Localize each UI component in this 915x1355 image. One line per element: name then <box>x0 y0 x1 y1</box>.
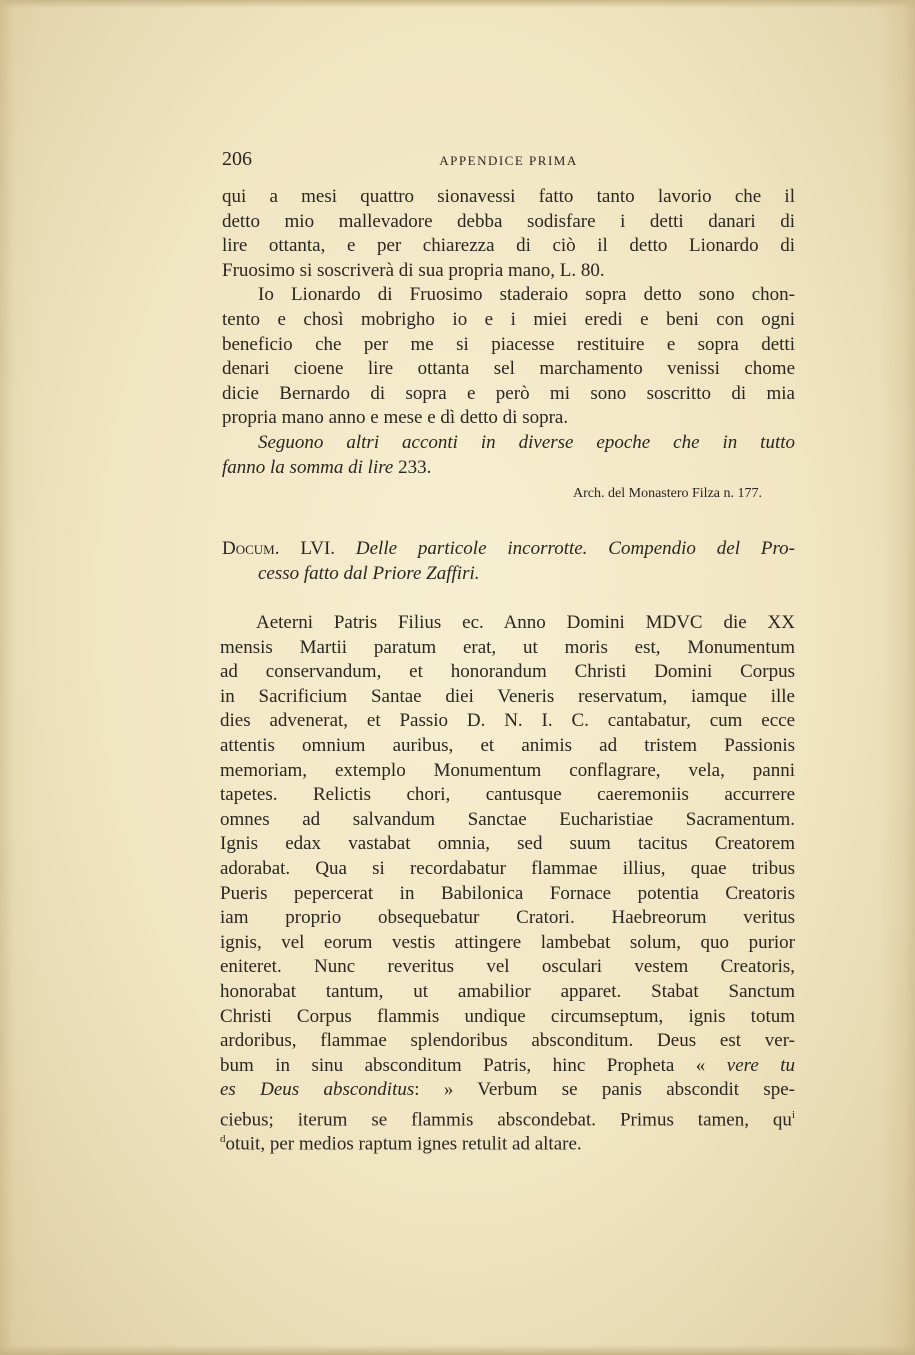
text-line <box>220 980 795 1005</box>
text-segment: Fruosimo si soscriverà di sua propria mano, L. 80. <box>222 259 605 281</box>
text-segment: Pueris pepercerat in Babilonica Fornace potentia Creatoris <box>220 882 795 904</box>
letter-text <box>222 185 795 480</box>
text-line <box>222 562 795 587</box>
text-segment: memoriam, extemplo Monumentum conflagrare, vela, panni <box>220 759 795 781</box>
text-line <box>220 734 795 759</box>
text-segment: detto mio mallevadore debba sodisfare i detti danari di <box>222 210 795 232</box>
italic-text: Delle particole incorrotte. Compendio del Pro- <box>355 538 795 559</box>
text-segment: : » Verbum se panis abscondit spe- <box>414 1079 796 1101</box>
page-edge-bottom <box>0 1345 915 1355</box>
text-segment: honorabat tantum, ut amabilior apparet. Stabat Sanctum <box>220 980 795 1002</box>
text-segment: Aeterni Patris Filius ec. Anno Domini MDVC die XX <box>256 612 795 633</box>
text-segment: ardoribus, flammae splendoribus absconditum. Deus est ver- <box>220 1030 795 1052</box>
italic-text: fanno la somma di lire <box>222 456 399 478</box>
text-segment: ciebus; iterum se flammis abscondebat. Primus tamen, qu <box>220 1109 792 1131</box>
text-line <box>220 906 795 931</box>
text-segment: dicie Bernardo di sopra e però mi sono soscritto di mia <box>222 382 795 404</box>
italic-text: Seguono altri acconti in diverse epoche che in tutto <box>258 431 795 453</box>
text-line <box>220 759 795 784</box>
text-segment: d <box>220 1133 226 1146</box>
text-line <box>222 537 795 562</box>
text-line <box>220 882 795 907</box>
text-line <box>220 955 795 980</box>
text-segment: lire ottanta, e per chiarezza di ciò il detto Lionardo di <box>222 235 795 257</box>
text-line <box>220 611 795 636</box>
text-segment: dies advenerat, et Passio D. N. I. C. cantabatur, cum ecce <box>220 710 795 732</box>
text-segment: tapetes. Relictis chori, cantusque caeremoniis accurrere <box>220 784 795 806</box>
text-line <box>222 283 795 308</box>
text-segment: tento e chosì mobrigho io e i miei eredi e beni con ogni <box>222 308 795 330</box>
text-line <box>220 660 795 685</box>
text-line <box>222 234 795 259</box>
document-body <box>220 611 796 1155</box>
text-segment: Christi Corpus flammis undique circumseptum, ignis totum <box>220 1005 795 1027</box>
text-segment: attentis omnium auribus, et animis ad tristem Passionis <box>220 734 795 756</box>
text-segment: mensis Martii paratum erat, ut moris est, Monumentum <box>220 636 795 658</box>
text-segment: ignis, vel eorum vestis attingere lambebat solum, quo purior <box>220 931 795 953</box>
archive-source: Arch. del Monastero Filza n. 177. <box>573 486 762 501</box>
text-segment: 233. <box>398 456 432 478</box>
text-segment: beneficio che per me si piacesse restituire e sopra detti <box>222 333 795 355</box>
text-segment: eniteret. Nunc reveritus vel osculari vestem Creatoris, <box>220 956 795 978</box>
text-line <box>222 333 795 358</box>
text-line <box>220 1054 795 1079</box>
text-line <box>222 357 795 382</box>
text-line <box>222 456 795 481</box>
text-line <box>222 259 795 284</box>
text-segment: bum in sinu absconditum Patris, hinc Propheta « <box>220 1054 727 1076</box>
italic-text: cesso fatto dal Priore Zaffiri. <box>258 562 480 584</box>
text-segment: ad conservandum, et honorandum Christi Domini Corpus <box>220 661 795 683</box>
text-line <box>220 1103 795 1131</box>
text-segment: otuit, per medios raptum ignes retulit ad altare. <box>225 1133 582 1155</box>
text-line <box>222 210 795 235</box>
text-segment: qui a mesi quattro sionavessi fatto tanto lavorio che il <box>222 186 795 207</box>
page-edge-top <box>0 0 915 8</box>
page-number: 206 <box>222 148 252 170</box>
text-line <box>220 783 795 808</box>
text-segment: i <box>791 1108 795 1121</box>
text-line <box>220 808 795 833</box>
text-line <box>222 382 795 407</box>
document-heading <box>222 537 795 586</box>
text-segment: denari cioene lire ottanta sel marchamento venissi chome <box>222 358 795 380</box>
text-segment: Ignis edax vastabat omnia, sed suum tacitus Creatorem <box>220 833 795 855</box>
text-line <box>222 308 795 333</box>
text-line <box>222 185 795 210</box>
text-line <box>220 832 795 857</box>
text-line <box>220 1005 795 1030</box>
text-line <box>220 1078 795 1103</box>
text-segment: Io Lionardo di Fruosimo staderaio sopra detto sono chon- <box>258 284 795 306</box>
text-line <box>220 636 795 661</box>
text-line <box>220 1029 795 1054</box>
text-segment: iam proprio obsequebatur Cratori. Haebreorum veritus <box>220 907 795 929</box>
text-segment: in Sacrificium Santae diei Veneris reservatum, iamque ille <box>220 685 795 707</box>
text-segment: LVI. <box>279 538 356 559</box>
italic-text: es Deus absconditus <box>220 1079 415 1101</box>
page-header <box>222 148 795 176</box>
text-line <box>222 431 795 456</box>
text-segment: Docum. <box>222 538 280 559</box>
text-line <box>222 406 795 431</box>
text-segment: propria mano anno e mese e dì detto di sopra. <box>222 407 569 429</box>
text-segment: omnes ad salvandum Sanctae Eucharistiae Sacramentum. <box>220 808 795 830</box>
text-segment: adorabat. Qua si recordabatur flammae illius, quae tribus <box>220 857 795 879</box>
text-line <box>220 931 795 956</box>
running-head: APPENDICE PRIMA <box>439 153 578 168</box>
text-line <box>220 1127 795 1155</box>
text-line <box>220 709 795 734</box>
text-line <box>220 685 795 710</box>
text-line <box>220 857 795 882</box>
italic-text: vere tu <box>726 1054 795 1076</box>
